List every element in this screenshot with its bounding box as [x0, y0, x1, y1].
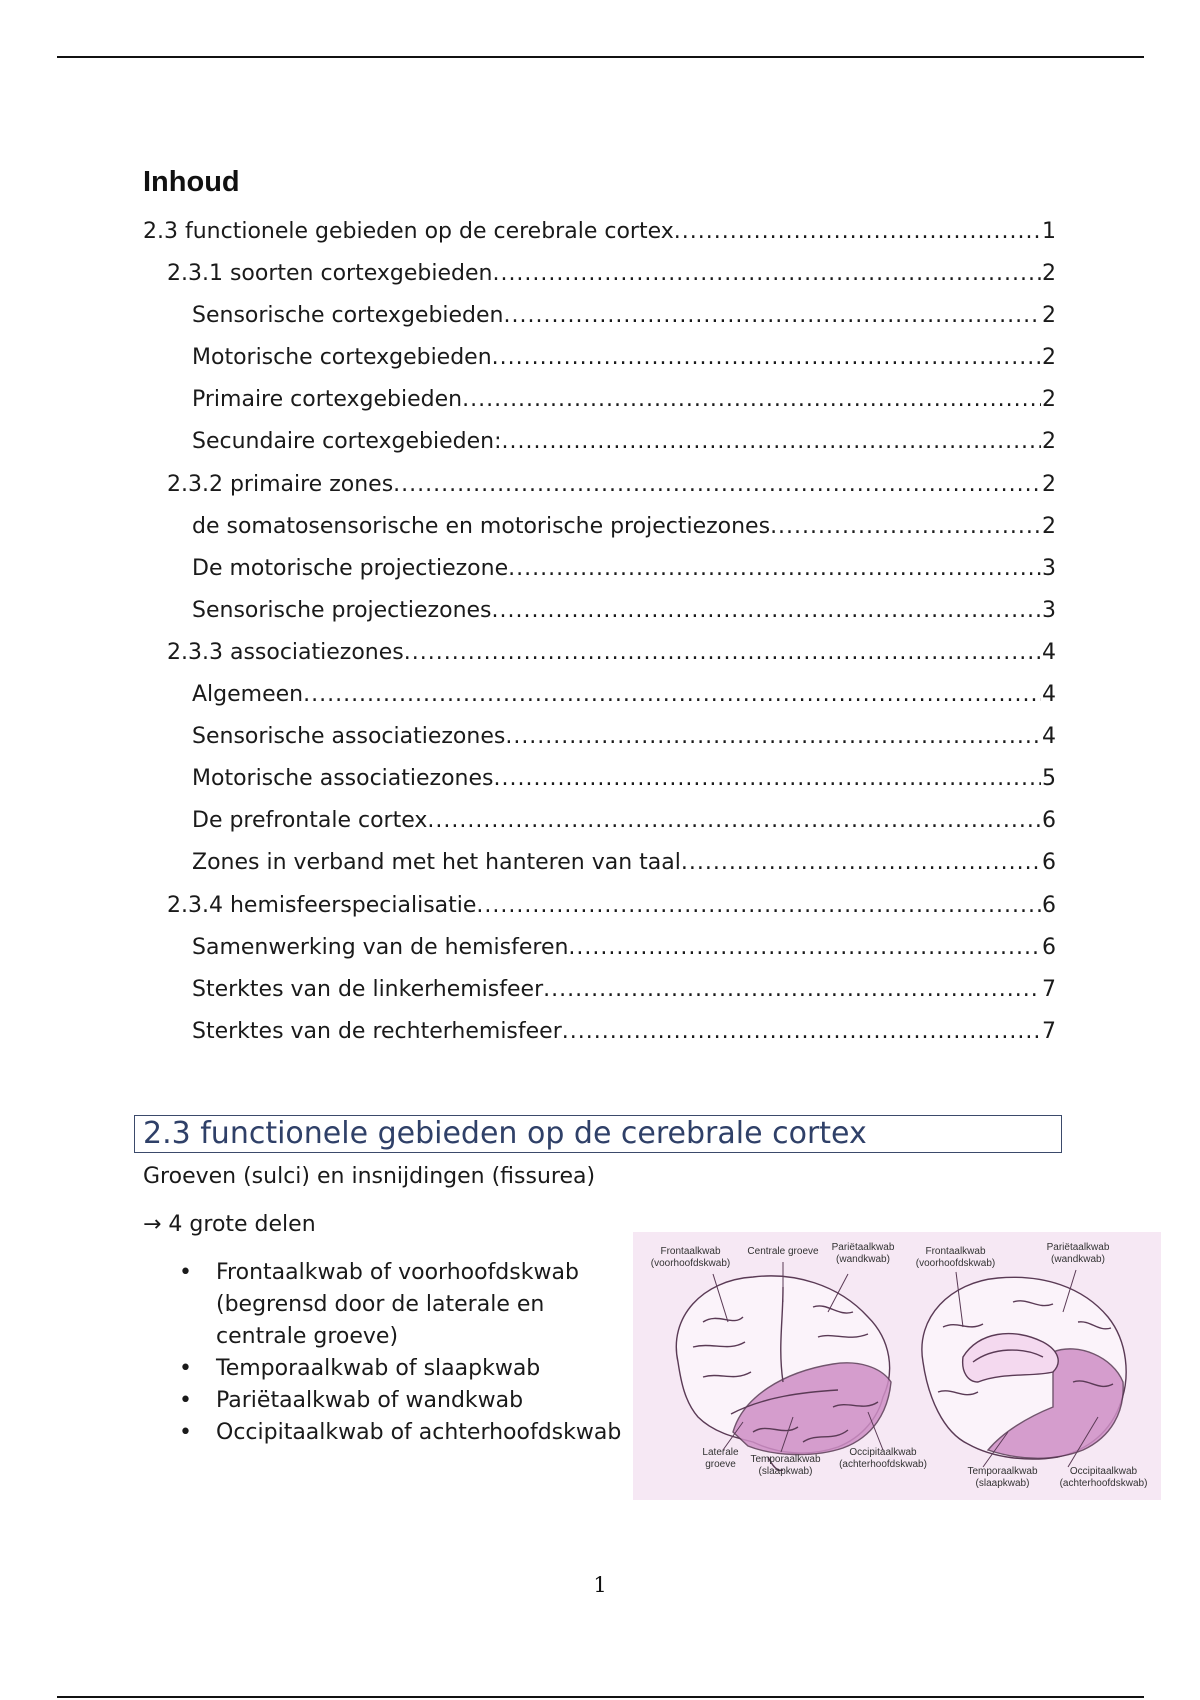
toc-entry[interactable] — [143, 637, 1056, 679]
label-temporal-lobe-right: Temporaalkwab (slaapkwab) — [967, 1466, 1038, 1489]
table-of-contents — [143, 216, 1056, 1058]
label-occipital-lobe-right: Occipitaalkwab (achterhoofdskwab) — [1059, 1466, 1148, 1489]
toc-entry-title: De prefrontale cortex — [192, 808, 428, 834]
toc-leader-dots — [543, 974, 1041, 1006]
toc-entry-title: Motorische cortexgebieden — [192, 345, 492, 371]
page-number: 1 — [593, 1573, 607, 1597]
toc-entry[interactable] — [143, 847, 1056, 889]
toc-entry-title: De motorische projectiezone — [192, 555, 509, 581]
toc-leader-dots — [427, 805, 1041, 837]
toc-entry[interactable] — [143, 426, 1056, 468]
list-item: • Temporaalkwab of slaapkwab — [176, 1353, 626, 1385]
toc-leader-dots — [770, 511, 1041, 543]
toc-entry-page: 1 — [1042, 219, 1056, 244]
toc-entry[interactable] — [143, 216, 1056, 258]
label-central-groove: Centrale groeve — [747, 1246, 819, 1257]
toc-entry-page: 2 — [1042, 303, 1056, 329]
toc-leader-dots — [393, 469, 1041, 501]
footer-rule — [57, 1696, 1144, 1698]
toc-leader-dots — [502, 426, 1042, 458]
toc-entry[interactable] — [143, 258, 1056, 300]
toc-entry-title: Sensorische cortexgebieden — [192, 303, 504, 329]
toc-entry-title: 2.3.1 soorten cortexgebieden — [167, 261, 493, 287]
toc-leader-dots — [492, 342, 1041, 374]
toc-leader-dots — [476, 890, 1041, 922]
toc-entry-title: 2.3 functionele gebieden op de cerebrale cortex — [143, 219, 674, 244]
toc-entry-page: 6 — [1042, 850, 1056, 876]
toc-entry-page: 7 — [1042, 976, 1056, 1002]
toc-leader-dots — [303, 679, 1041, 711]
toc-entry-title: 2.3.4 hemisfeerspecialisatie — [167, 892, 477, 918]
toc-entry-title: Sensorische projectiezones — [192, 597, 492, 623]
label-frontal-lobe-left: Frontaalkwab (voorhoofdskwab) — [650, 1246, 731, 1269]
toc-entry-title: de somatosensorische en motorische projectiezones — [192, 513, 771, 539]
list-item: • Occipitaalkwab of achterhoofdskwab — [176, 1417, 626, 1449]
toc-leader-dots — [462, 384, 1041, 416]
toc-entry[interactable] — [143, 721, 1056, 763]
toc-entry[interactable] — [143, 932, 1056, 974]
toc-entry-title: 2.3.3 associatiezones — [167, 639, 404, 665]
toc-entry-page: 6 — [1042, 892, 1056, 918]
intro-paragraph: Groeven (sulci) en insnijdingen (fissurea) — [143, 1164, 596, 1189]
toc-entry-page: 6 — [1042, 934, 1056, 960]
lobe-list — [176, 1257, 626, 1449]
toc-entry[interactable] — [143, 805, 1056, 847]
toc-entry-title: Secundaire cortexgebieden: — [192, 429, 502, 455]
toc-entry[interactable] — [143, 679, 1056, 721]
toc-entry[interactable] — [143, 342, 1056, 384]
toc-entry-title: Sterktes van de linkerhemisfeer — [192, 976, 544, 1002]
toc-entry[interactable] — [143, 1016, 1056, 1058]
toc-entry[interactable] — [143, 300, 1056, 342]
header-rule — [57, 56, 1144, 58]
lateral-brain-view — [676, 1276, 891, 1471]
toc-entry[interactable] — [143, 974, 1056, 1016]
list-item: • Pariëtaalkwab of wandkwab — [176, 1385, 626, 1417]
toc-entry-page: 3 — [1042, 597, 1056, 623]
toc-leader-dots — [674, 216, 1041, 248]
toc-entry-title: Sensorische associatiezones — [192, 724, 506, 750]
toc-entry-title: 2.3.2 primaire zones — [167, 471, 394, 497]
toc-entry[interactable] — [143, 595, 1056, 637]
toc-leader-dots — [504, 300, 1041, 332]
toc-entry-page: 2 — [1042, 513, 1056, 539]
toc-entry[interactable] — [143, 511, 1056, 553]
toc-entry-page: 6 — [1042, 808, 1056, 834]
toc-entry[interactable] — [143, 553, 1056, 595]
toc-leader-dots — [492, 595, 1041, 627]
brain-lobes-figure — [633, 1232, 1161, 1500]
toc-leader-dots — [681, 847, 1041, 879]
toc-entry-title: Sterktes van de rechterhemisfeer — [192, 1018, 562, 1044]
toc-leader-dots — [508, 553, 1041, 585]
toc-entry-title: Zones in verband met het hanteren van taal — [192, 850, 681, 876]
label-temporal-lobe-left: Temporaalkwab (slaapkwab) — [750, 1454, 821, 1477]
toc-title: Inhoud — [143, 166, 240, 198]
toc-entry-title: Primaire cortexgebieden — [192, 387, 463, 413]
toc-entry-page: 2 — [1042, 471, 1056, 497]
label-frontal-lobe-right: Frontaalkwab (voorhoofdskwab) — [915, 1246, 996, 1269]
list-item: • Frontaalkwab of voorhoofdskwab (begrensd door de laterale en centrale groeve) — [176, 1257, 626, 1353]
toc-entry-page: 2 — [1042, 429, 1056, 455]
toc-entry-page: 3 — [1042, 555, 1056, 581]
medial-brain-view — [922, 1277, 1126, 1459]
toc-entry-page: 2 — [1042, 387, 1056, 413]
toc-entry-title: Motorische associatiezones — [192, 766, 494, 792]
toc-entry-page: 2 — [1042, 345, 1056, 371]
toc-entry-page: 2 — [1042, 261, 1056, 287]
toc-leader-dots — [492, 258, 1041, 290]
label-lateral-groove: Laterale groeve — [702, 1447, 739, 1470]
toc-entry-page: 4 — [1042, 682, 1056, 708]
section-heading: 2.3 functionele gebieden op de cerebrale cortex — [134, 1115, 1062, 1153]
toc-entry-page: 7 — [1042, 1018, 1056, 1044]
subintro-paragraph: → 4 grote delen — [143, 1212, 316, 1237]
toc-entry[interactable] — [143, 469, 1056, 511]
label-occipital-lobe-left: Occipitaalkwab (achterhoofdskwab) — [839, 1447, 927, 1470]
label-parietal-lobe-left: Pariëtaalkwab (wandkwab) — [831, 1242, 895, 1265]
toc-leader-dots — [505, 721, 1041, 753]
label-parietal-lobe-right: Pariëtaalkwab (wandkwab) — [1046, 1242, 1110, 1265]
toc-leader-dots — [568, 932, 1041, 964]
toc-entry[interactable] — [143, 384, 1056, 426]
toc-entry-page: 5 — [1042, 766, 1056, 792]
toc-entry-title: Samenwerking van de hemisferen — [192, 934, 569, 960]
toc-entry-page: 4 — [1042, 639, 1056, 665]
toc-entry-title: Algemeen — [192, 682, 304, 708]
toc-entry-page: 4 — [1042, 724, 1056, 750]
toc-leader-dots — [404, 637, 1041, 669]
toc-leader-dots — [494, 763, 1042, 795]
toc-entry[interactable] — [143, 890, 1056, 932]
toc-entry[interactable] — [143, 763, 1056, 805]
toc-leader-dots — [562, 1016, 1041, 1048]
